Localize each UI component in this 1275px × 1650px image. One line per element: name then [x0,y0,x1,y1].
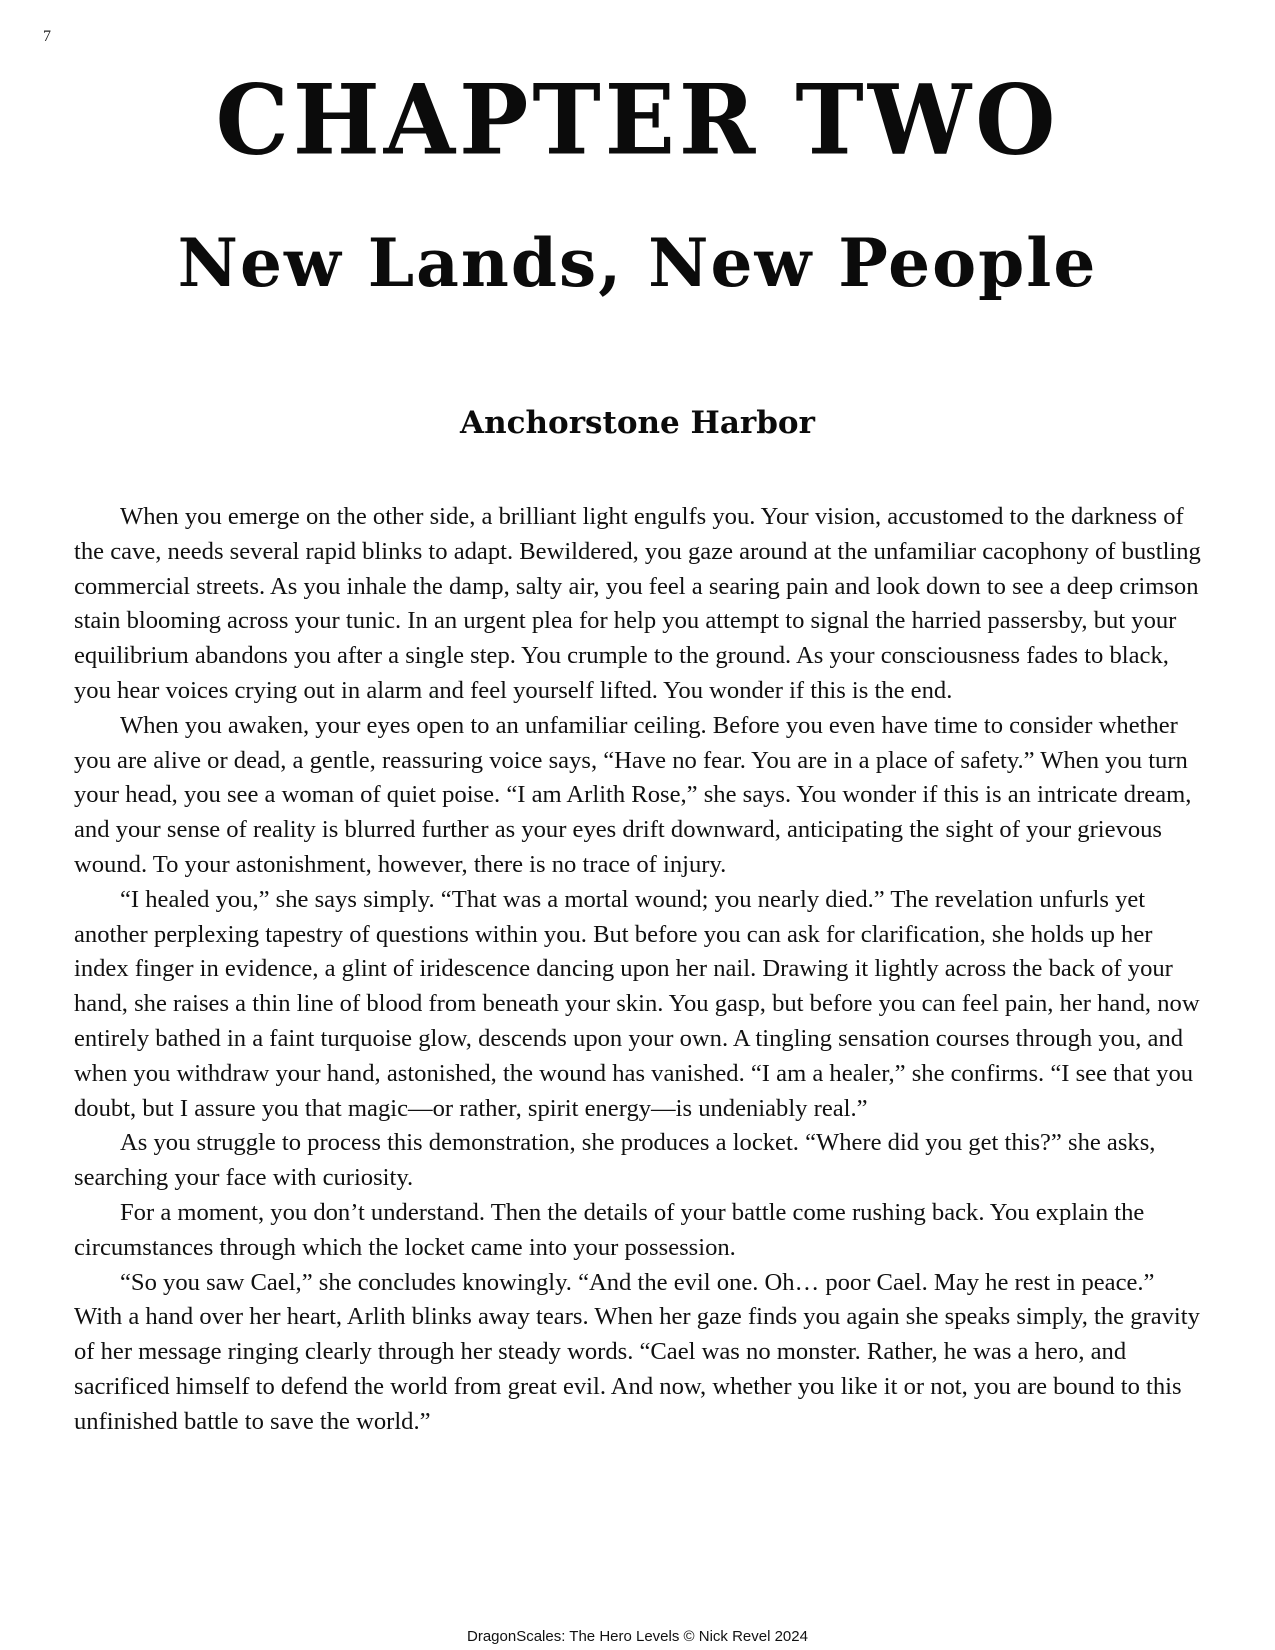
section-heading: Anchorstone Harbor [460,405,815,441]
paragraph: As you struggle to process this demonstration, she produces a locket. “Where did you get this?” she asks, searching your face with curiosity. [74,1129,1156,1192]
page-footer: DragonScales: The Hero Levels © Nick Revel 2024 [467,1628,808,1645]
chapter-title: CHAPTER TWO [215,63,1060,177]
paragraph: “So you saw Cael,” she concludes knowingly. “And the evil one. Oh… poor Cael. May he rest in peace.” With a hand over her heart, Arlith blinks away tears. When her gaze finds you again she speaks simply, the gravity of her message ringing clearly through her steady words. “Cael was no monster. Rather, he was a hero, and sacrificed himself to defend the world from great evil. And now, whether you like it or not, you are bound to this unfinished battle to save the world.” [74,1268,1200,1435]
chapter-body [74,500,1202,1440]
page-number: 7 [43,28,51,45]
paragraph: When you emerge on the other side, a brilliant light engulfs you. Your vision, accustomed to the darkness of the cave, needs several rapid blinks to adapt. Bewildered, you gaze around at the unfamiliar cacophony of bustling commercial streets. As you inhale the damp, salty air, you feel a searing pain and look down to see a deep crimson stain blooming across your tunic. In an urgent plea for help you attempt to signal the harried passersby, but your equilibrium abandons you after a single step. You crumple to the ground. As your consciousness fades to black, you hear voices crying out in alarm and feel yourself lifted. You wonder if this is the end. [74,503,1201,704]
paragraph: “I healed you,” she says simply. “That was a mortal wound; you nearly died.” The revelation unfurls yet another perplexing tapestry of questions within you. But before you can ask for clarification, she holds up her index finger in evidence, a glint of iridescence dancing upon her nail. Drawing it lightly across the back of your hand, she raises a thin line of blood from beneath your skin. You gasp, but before you can feel pain, her hand, now entirely bathed in a faint turquoise glow, descends upon your own. A tingling sensation courses through you, and when you withdraw your hand, astonished, the wound has vanished. “I am a healer,” she confirms. “I see that you doubt, but I assure you that magic—or rather, spirit energy—is undeniably real.” [74,885,1200,1122]
chapter-subtitle: New Lands, New People [177,224,1098,302]
paragraph: For a moment, you don’t understand. Then the details of your battle come rushing back. You explain the circumstances through which the locket came into your possession. [74,1198,1145,1261]
paragraph: When you awaken, your eyes open to an unfamiliar ceiling. Before you even have time to consider whether you are alive or dead, a gentle, reassuring voice says, “Have no fear. You are in a place of safety.” When you turn your head, you see a woman of quiet poise. “I am Arlith Rose,” she says. You wonder if this is an intricate dream, and your sense of reality is blurred further as your eyes drift downward, anticipating the sight of your grievous wound. To your astonishment, however, there is no trace of injury. [74,711,1192,878]
